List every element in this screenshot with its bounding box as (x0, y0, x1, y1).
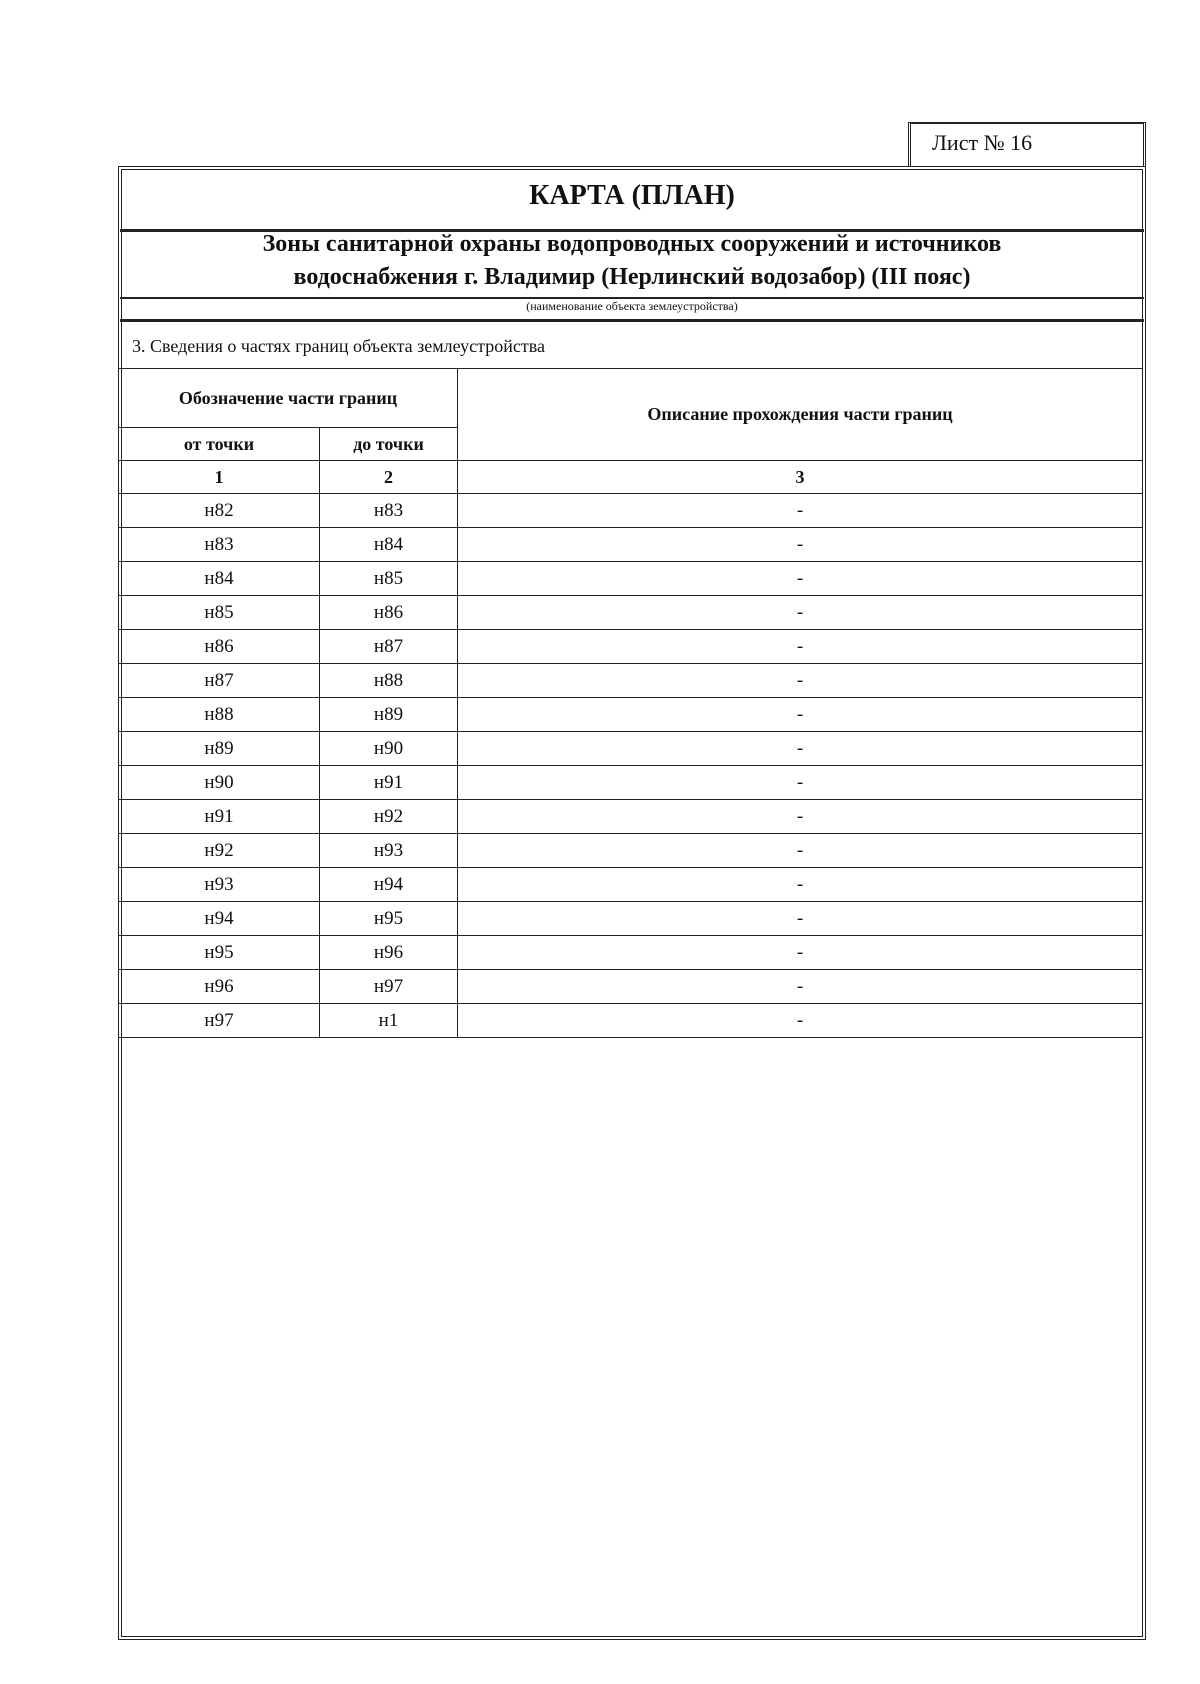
row-description: - (458, 970, 1143, 1004)
row-description: - (458, 1004, 1143, 1038)
row-description: - (458, 528, 1143, 562)
row-to-point: н85 (320, 562, 458, 596)
row-to-point: н94 (320, 868, 458, 902)
table-row (119, 970, 1143, 1004)
row-to-point: н83 (320, 494, 458, 528)
object-name-line-2: водоснабжения г. Владимир (Нерлинский водозабор) (III пояс) (293, 264, 971, 290)
row-from-point: н89 (119, 732, 320, 766)
row-to-point: н1 (320, 1004, 458, 1038)
row-to-point: н97 (320, 970, 458, 1004)
col-number: 1 (119, 461, 320, 494)
row-description: - (458, 664, 1143, 698)
table-row (119, 596, 1143, 630)
row-from-point: н93 (119, 868, 320, 902)
table-row (119, 732, 1143, 766)
col-to-header: до точки (320, 428, 458, 461)
section-label: 3. Сведения о частях границ объекта землеустройства (132, 336, 545, 356)
row-description: - (458, 596, 1143, 630)
row-from-point: н88 (119, 698, 320, 732)
boundary-parts-table (118, 368, 1143, 1038)
row-from-point: н97 (119, 1004, 320, 1038)
row-to-point: н87 (320, 630, 458, 664)
sheet-number: Лист № 16 (932, 130, 1033, 155)
row-to-point: н84 (320, 528, 458, 562)
row-from-point: н87 (119, 664, 320, 698)
col-from-header: от точки (119, 428, 320, 461)
row-from-point: н92 (119, 834, 320, 868)
row-from-point: н85 (119, 596, 320, 630)
row-to-point: н91 (320, 766, 458, 800)
table-row (119, 494, 1143, 528)
table-row (119, 630, 1143, 664)
row-from-point: н95 (119, 936, 320, 970)
row-from-point: н94 (119, 902, 320, 936)
row-from-point: н82 (119, 494, 320, 528)
table-row (119, 834, 1143, 868)
table-row (119, 936, 1143, 970)
document-title: КАРТА (ПЛАН) (529, 180, 735, 211)
row-to-point: н93 (320, 834, 458, 868)
table-row (119, 698, 1143, 732)
row-from-point: н83 (119, 528, 320, 562)
row-from-point: н86 (119, 630, 320, 664)
row-from-point: н96 (119, 970, 320, 1004)
row-to-point: н88 (320, 664, 458, 698)
table-row (119, 766, 1143, 800)
object-name-line-1: Зоны санитарной охраны водопроводных сооружений и источников (262, 231, 1002, 257)
group-header: Обозначение части границ (119, 369, 458, 428)
table-row (119, 868, 1143, 902)
table-row (119, 664, 1143, 698)
row-description: - (458, 936, 1143, 970)
row-description: - (458, 766, 1143, 800)
row-to-point: н86 (320, 596, 458, 630)
row-description: - (458, 868, 1143, 902)
table-row (119, 1004, 1143, 1038)
divider (120, 319, 1144, 322)
row-to-point: н95 (320, 902, 458, 936)
row-description: - (458, 494, 1143, 528)
table-row (119, 800, 1143, 834)
table-row (119, 528, 1143, 562)
row-to-point: н89 (320, 698, 458, 732)
row-description: - (458, 562, 1143, 596)
object-name (140, 228, 1124, 294)
row-to-point: н92 (320, 800, 458, 834)
col-description-header: Описание прохождения части границ (458, 369, 1143, 461)
row-description: - (458, 902, 1143, 936)
row-description: - (458, 732, 1143, 766)
row-description: - (458, 630, 1143, 664)
col-number: 3 (458, 461, 1143, 494)
object-name-caption: (наименование объекта землеустройства) (526, 299, 738, 313)
col-number: 2 (320, 461, 458, 494)
row-from-point: н91 (119, 800, 320, 834)
table-row (119, 902, 1143, 936)
row-description: - (458, 834, 1143, 868)
row-description: - (458, 800, 1143, 834)
row-from-point: н84 (119, 562, 320, 596)
table-row (119, 562, 1143, 596)
row-from-point: н90 (119, 766, 320, 800)
row-to-point: н96 (320, 936, 458, 970)
row-to-point: н90 (320, 732, 458, 766)
row-description: - (458, 698, 1143, 732)
